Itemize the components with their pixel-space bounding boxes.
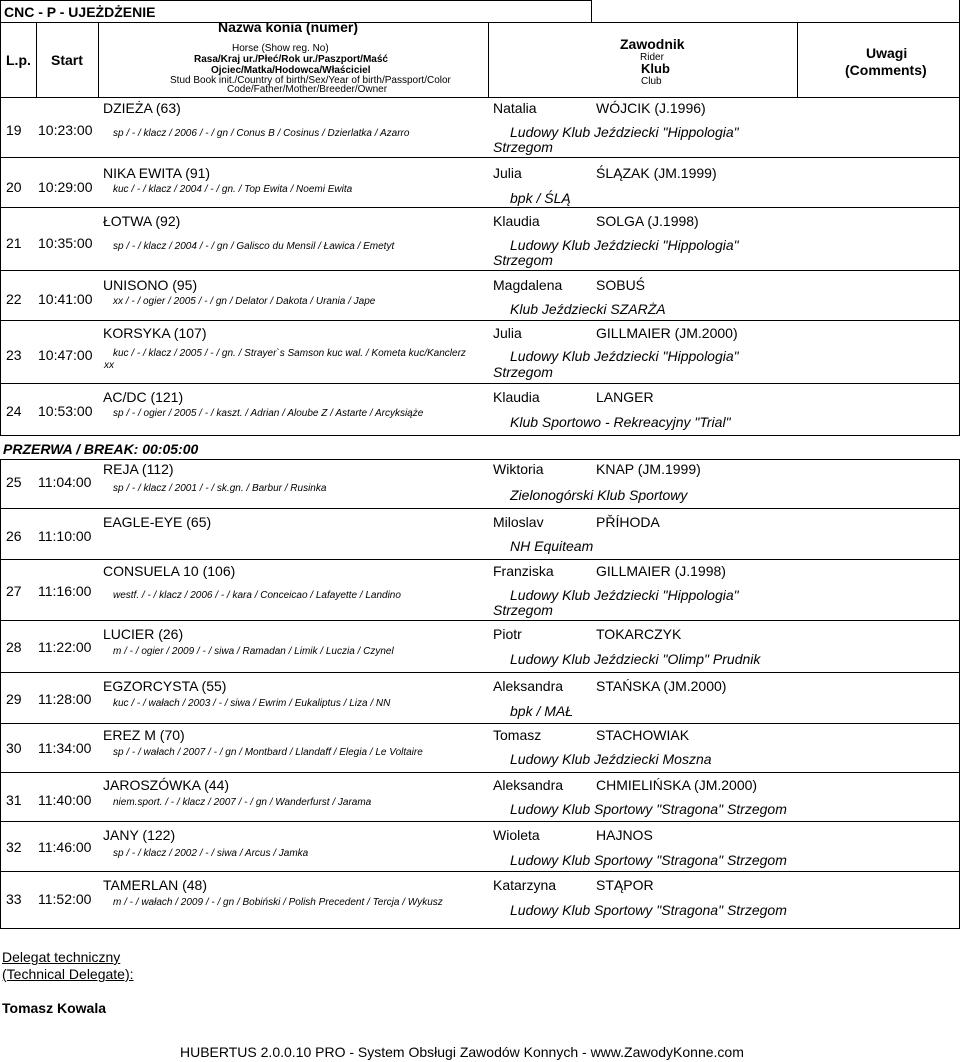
horse-details: kuc / - / wałach / 2003 / - / siwa / Ewrim / Eukaliptus / Liza / NN <box>113 698 391 709</box>
rider-last-name: SOLGA (J.1998) <box>596 213 699 229</box>
grid-line <box>0 0 1 436</box>
row-separator <box>0 723 960 724</box>
club-city: Strzegom <box>493 252 553 268</box>
break-label: PRZERWA / BREAK: 00:05:00 <box>3 441 199 457</box>
rider-first-name: Julia <box>493 165 522 181</box>
grid-line <box>36 22 37 98</box>
club-name: NH Equiteam <box>510 538 594 554</box>
header-horse-sub4: Stud Book init./Country of birth/Sex/Year of birth/Passport/Color <box>170 75 451 86</box>
club-name: Ludowy Klub Jeździecki Moszna <box>510 751 712 767</box>
rider-first-name: Natalia <box>493 100 537 116</box>
start-time: 10:53:00 <box>38 403 93 419</box>
horse-details: sp / - / wałach / 2007 / - / gn / Montbard / Llandaff / Elegia / Le Voltaire <box>113 747 423 758</box>
rider-first-name: Franziska <box>493 563 554 579</box>
header-start: Start <box>51 52 83 68</box>
entry-number: 24 <box>6 403 22 419</box>
entry-number: 23 <box>6 347 22 363</box>
header-horse-sub3: Ojciec/Matka/Hodowca/Właściciel <box>211 65 371 76</box>
row-separator <box>0 559 960 560</box>
horse-name: EGZORCYSTA (55) <box>103 678 227 694</box>
horse-details: westf. / - / klacz / 2006 / - / kara / Conceicao / Lafayette / Landino <box>113 590 401 601</box>
entry-number: 29 <box>6 691 22 707</box>
row-separator <box>0 620 960 621</box>
start-time: 11:40:00 <box>38 792 92 808</box>
row-separator <box>0 821 960 822</box>
rider-first-name: Magdalena <box>493 277 563 293</box>
club-name: Ludowy Klub Sportowy "Stragona" Strzegom <box>510 902 787 918</box>
grid-line <box>0 22 960 23</box>
rider-last-name: SOBUŚ <box>596 277 646 293</box>
horse-name: AC/DC (121) <box>103 389 184 405</box>
row-separator <box>0 672 960 673</box>
horse-details: m / - / ogier / 2009 / - / siwa / Ramadan / Limik / Luczia / Czynel <box>113 646 394 657</box>
entry-number: 31 <box>6 792 22 808</box>
rider-last-name: STAŃSKA (JM.2000) <box>596 678 727 694</box>
horse-name: EREZ M (70) <box>103 727 185 743</box>
grid-line <box>488 22 489 98</box>
start-time: 11:22:00 <box>38 639 92 655</box>
rider-first-name: Katarzyna <box>493 877 557 893</box>
club-name: Klub Sportowo - Rekreacyjny "Trial" <box>510 414 731 430</box>
club-name: Ludowy Klub Jeździecki "Hippologia" <box>510 587 739 603</box>
delegate-label: Delegat techniczny <box>2 949 121 965</box>
horse-name: REJA (112) <box>103 461 174 477</box>
entry-number: 32 <box>6 839 22 855</box>
horse-name: EAGLE-EYE (65) <box>103 514 212 530</box>
header-comments: Uwagi <box>866 45 908 61</box>
row-separator <box>0 157 960 158</box>
start-time: 10:47:00 <box>38 347 93 363</box>
start-time: 11:46:00 <box>38 839 92 855</box>
entry-number: 21 <box>6 235 22 251</box>
club-name: bpk / MAŁ <box>510 703 574 719</box>
header-rider-sub2: Klub <box>641 61 670 76</box>
horse-details: sp / - / klacz / 2004 / - / gn / Galisco du Mensil / Ławica / Emetyt <box>113 241 395 252</box>
horse-name: CONSUELA 10 (106) <box>103 563 236 579</box>
row-separator <box>0 383 960 384</box>
rider-last-name: STĄPOR <box>596 877 654 893</box>
grid-line <box>591 0 592 22</box>
horse-details: sp / - / klacz / 2002 / - / siwa / Arcus / Jamka <box>113 848 309 859</box>
rider-last-name: ŚLĄZAK (JM.1999) <box>596 165 717 181</box>
rider-last-name: PŘÍHODA <box>596 514 660 530</box>
club-city: Strzegom <box>493 364 553 380</box>
rider-first-name: Piotr <box>493 626 522 642</box>
horse-details: kuc / - / klacz / 2005 / - / gn. / Strayer`s Samson kuc wal. / Kometa kuc/Kanclerz <box>113 348 466 359</box>
rider-last-name: WÓJCIK (J.1996) <box>596 100 706 116</box>
header-horse-title: Nazwa konia (numer) <box>218 19 359 35</box>
rider-last-name: HAJNOS <box>596 827 653 843</box>
horse-details: xx / - / ogier / 2005 / - / gn / Delator / Dakota / Urania / Jape <box>113 296 376 307</box>
start-time: 11:10:00 <box>38 528 92 544</box>
rider-last-name: STACHOWIAK <box>596 727 690 743</box>
header-horse-sub1: Horse (Show reg. No) <box>232 43 329 54</box>
grid-line <box>0 459 1 929</box>
grid-line <box>797 22 798 98</box>
grid-line <box>0 97 960 98</box>
rider-first-name: Wioleta <box>493 827 540 843</box>
entry-number: 22 <box>6 291 22 307</box>
rider-first-name: Wiktoria <box>493 461 544 477</box>
rider-last-name: LANGER <box>596 389 654 405</box>
start-time: 11:04:00 <box>38 474 92 490</box>
club-name: Ludowy Klub Sportowy "Stragona" Strzegom <box>510 852 787 868</box>
horse-name: TAMERLAN (48) <box>103 877 207 893</box>
start-time: 10:41:00 <box>38 291 93 307</box>
entry-number: 19 <box>6 122 22 138</box>
club-city: Strzegom <box>493 602 553 618</box>
horse-details-continued: xx <box>104 360 114 371</box>
rider-last-name: KNAP (JM.1999) <box>596 461 701 477</box>
start-time: 10:29:00 <box>38 179 93 195</box>
club-name: Klub Jeździecki SZARŻA <box>510 301 666 317</box>
page-footer: HUBERTUS 2.0.0.10 PRO - System Obsługi Zawodów Konnych - www.ZawodyKonne.com <box>180 1044 744 1060</box>
row-separator <box>0 508 960 509</box>
entry-number: 26 <box>6 528 22 544</box>
start-time: 11:28:00 <box>38 691 92 707</box>
club-name: Ludowy Klub Jeździecki "Hippologia" <box>510 348 739 364</box>
header-horse-sub5: Code/Father/Mother/Breeder/Owner <box>227 84 388 95</box>
horse-name: UNISONO (95) <box>103 277 198 293</box>
horse-details: sp / - / klacz / 2001 / - / sk.gn. / Barbur / Rusinka <box>113 483 327 494</box>
header-rider-sub1: Rider <box>640 52 664 63</box>
horse-details: sp / - / ogier / 2005 / - / kaszt. / Adrian / Aloube Z / Astarte / Arcyksiąże <box>113 408 424 419</box>
rider-last-name: GILLMAIER (J.1998) <box>596 563 726 579</box>
rider-last-name: CHMIELIŃSKA (JM.2000) <box>596 777 758 793</box>
grid-line <box>0 459 960 460</box>
club-name: Ludowy Klub Jeździecki "Hippologia" <box>510 124 739 140</box>
delegate-label-en: (Technical Delegate): <box>2 966 134 982</box>
entry-number: 25 <box>6 474 22 490</box>
rider-first-name: Miloslav <box>493 514 544 530</box>
horse-name: DZIEŻA (63) <box>103 100 181 116</box>
club-name: Ludowy Klub Jeździecki "Hippologia" <box>510 237 739 253</box>
start-time: 11:34:00 <box>38 740 92 756</box>
horse-name: NIKA EWITA (91) <box>103 165 211 181</box>
horse-name: JANY (122) <box>103 827 176 843</box>
grid-line <box>0 0 592 1</box>
horse-details: kuc / - / klacz / 2004 / - / gn. / Top Ewita / Noemi Ewita <box>113 184 353 195</box>
rider-last-name: TOKARCZYK <box>596 626 682 642</box>
rider-first-name: Aleksandra <box>493 678 564 694</box>
header-rider-sub3: Club <box>641 76 662 87</box>
header-lp: L.p. <box>6 52 31 68</box>
horse-details: m / - / wałach / 2009 / - / gn / Bobiński / Polish Precedent / Tercja / Wykusz <box>113 897 443 908</box>
row-separator <box>0 270 960 271</box>
row-separator <box>0 871 960 872</box>
row-separator <box>0 320 960 321</box>
club-name: Zielonogórski Klub Sportowy <box>510 487 688 503</box>
horse-name: LUCIER (26) <box>103 626 184 642</box>
delegate-name: Tomasz Kowala <box>2 1000 106 1016</box>
grid-line <box>98 22 99 98</box>
rider-first-name: Tomasz <box>493 727 542 743</box>
entry-number: 30 <box>6 740 22 756</box>
row-separator <box>0 207 960 208</box>
entry-number: 20 <box>6 179 22 195</box>
club-name: Ludowy Klub Sportowy "Stragona" Strzegom <box>510 801 787 817</box>
header-rider-title: Zawodnik <box>620 36 685 52</box>
rider-first-name: Klaudia <box>493 213 540 229</box>
entry-number: 33 <box>6 891 22 907</box>
grid-line <box>0 928 960 929</box>
rider-first-name: Julia <box>493 325 522 341</box>
horse-details: niem.sport. / - / klacz / 2007 / - / gn / Wanderfurst / Jarama <box>113 797 372 808</box>
horse-name: ŁOTWA (92) <box>103 213 181 229</box>
header-comments-en: (Comments) <box>845 62 927 78</box>
horse-name: KORSYKA (107) <box>103 325 207 341</box>
rider-first-name: Klaudia <box>493 389 540 405</box>
start-time: 10:35:00 <box>38 235 93 251</box>
horse-name: JAROSZÓWKA (44) <box>103 777 230 793</box>
start-time: 11:52:00 <box>38 891 92 907</box>
entry-number: 28 <box>6 639 22 655</box>
grid-line <box>0 435 960 436</box>
rider-last-name: GILLMAIER (JM.2000) <box>596 325 738 341</box>
club-name: bpk / ŚLĄ <box>510 190 571 206</box>
start-time: 11:16:00 <box>38 583 92 599</box>
rider-first-name: Aleksandra <box>493 777 564 793</box>
horse-details: sp / - / klacz / 2006 / - / gn / Conus B / Cosinus / Dzierlatka / Azarro <box>113 128 410 139</box>
header-horse-sub2: Rasa/Kraj ur./Płeć/Rok ur./Paszport/Maść <box>194 54 388 65</box>
page-title: CNC - P - UJEŻDŻENIE <box>4 4 156 20</box>
club-name: Ludowy Klub Jeździecki "Olimp" Prudnik <box>510 651 761 667</box>
start-time: 10:23:00 <box>38 122 93 138</box>
club-city: Strzegom <box>493 139 553 155</box>
row-separator <box>0 772 960 773</box>
entry-number: 27 <box>6 583 22 599</box>
